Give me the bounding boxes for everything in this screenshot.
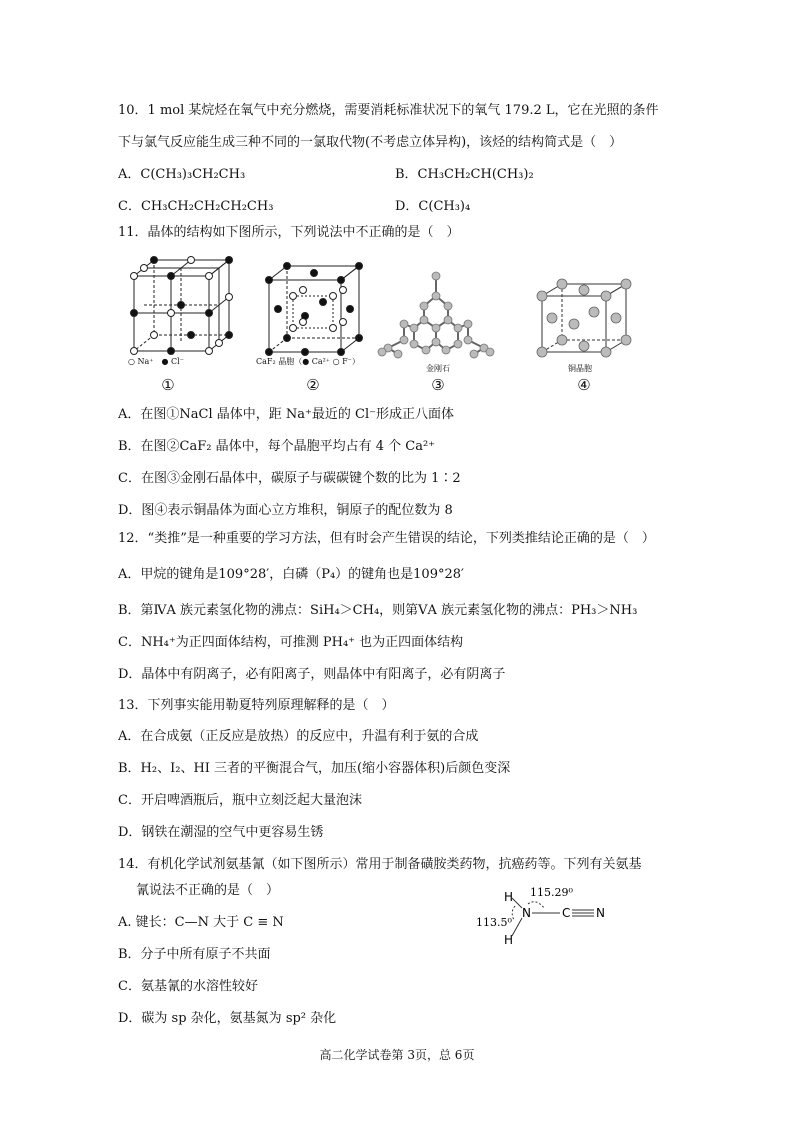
copper-label: 铜晶胞 <box>568 364 592 373</box>
q12-option-c: C．NH₄⁺为正四面体结构，可推测 PH₄⁺ 也为正四面体结构 <box>118 635 464 650</box>
figure-caption-4: ④ <box>577 376 591 394</box>
atom-n-nitrile: N <box>596 906 605 920</box>
figure-caption-1: ① <box>161 376 175 394</box>
q13-option-c: C．开启啤酒瓶后，瓶中立刻泛起大量泡沫 <box>118 793 362 808</box>
q11-option-c: C．在图③金刚石晶体中，碳原子与碳碳键个数的比为 1∶2 <box>118 471 461 486</box>
nacl-legend: ○ Na⁺ ● Cl⁻ <box>128 357 184 366</box>
q10-option-b: B．CH₃CH₂CH(CH₃)₂ <box>395 167 534 182</box>
cyanamide-structure-figure <box>470 884 620 950</box>
q14-option-a: A. 键长：C—N 大于 C ≡ N <box>118 915 284 930</box>
q12-option-d: D．晶体中有阴离子，必有阳离子，则晶体中有阳离子，必有阴离子 <box>118 667 506 682</box>
q10-option-d: D．C(CH₃)₄ <box>395 199 471 214</box>
q10-option-c: C．CH₃CH₂CH₂CH₂CH₃ <box>118 199 274 214</box>
q10-option-a: A．C(CH₃)₃CH₂CH₃ <box>118 167 246 182</box>
diamond-crystal-figure <box>376 268 496 360</box>
q13-stem: 13．下列事实能用勒夏特列原理解释的是（ ） <box>118 698 395 713</box>
q11-option-a: A．在图①NaCl 晶体中，距 Na⁺最近的 Cl⁻形成正八面体 <box>118 407 454 422</box>
q11-option-b: B．在图②CaF₂ 晶体中，每个晶胞平均占有 4 个 Ca²⁺ <box>118 439 436 454</box>
nacl-crystal-figure <box>124 254 234 369</box>
angle-label-2: 113.5⁰ <box>476 916 512 929</box>
q12-stem: 12．“类推”是一种重要的学习方法，但有时会产生错误的结论，下列类推结论正确的是（ ） <box>118 531 655 546</box>
angle-label-1: 115.29⁰ <box>530 886 573 899</box>
q11-option-d: D．图④表示铜晶体为面心立方堆积，铜原子的配位数为 8 <box>118 503 453 518</box>
q14-option-d: D．碳为 sp 杂化，氨基氮为 sp² 杂化 <box>118 1011 337 1026</box>
atom-n-amino: N <box>522 906 531 920</box>
q14-stem-line1: 14．有机化学试剂氨基氰（如下图所示）常用于制备磺胺类药物，抗癌药等。下列有关氨基 <box>118 857 642 872</box>
diamond-label: 金刚石 <box>426 364 450 373</box>
caf2-legend: CaF₂ 晶胞（● Ca²⁺ ○ F⁻） <box>256 357 360 366</box>
q10-stem-line1: 10．1 mol 某烷烃在氧气中充分燃烧，需要消耗标准状况下的氧气 179.2 L，它在光照的条件 <box>118 103 659 118</box>
figure-caption-2: ② <box>306 376 320 394</box>
atom-h-top: H <box>504 890 514 904</box>
figure-caption-3: ③ <box>431 376 445 394</box>
page-footer: 高二化学试卷第 3页，总 6页 <box>319 1048 475 1062</box>
q13-option-d: D．钢铁在潮湿的空气中更容易生锈 <box>118 825 324 840</box>
q14-option-b: B．分子中所有原子不共面 <box>118 947 271 962</box>
q12-option-b: B．第ⅣA 族元素氢化物的沸点：SiH₄＞CH₄，则第ⅤA 族元素氢化物的沸点：PH₃＞NH₃ <box>118 603 638 618</box>
q10-stem-line2: 下与氯气反应能生成三种不同的一氯取代物(不考虑立体异构)，该烃的结构简式是（ ） <box>118 135 623 150</box>
q13-option-b: B．H₂、I₂、HI 三者的平衡混合气，加压(缩小容器体积)后颜色变深 <box>118 761 511 776</box>
q12-option-a: A．甲烷的键角是109°28′，白磷（P₄）的键角也是109°28′ <box>118 567 464 582</box>
q14-stem-line2: 氰说法不正确的是（ ） <box>136 883 280 898</box>
caf2-crystal-figure <box>263 262 363 357</box>
q14-option-c: C．氨基氰的水溶性较好 <box>118 979 258 994</box>
q11-stem: 11．晶体的结构如下图所示，下列说法中不正确的是（ ） <box>118 225 460 240</box>
q13-option-a: A．在合成氨（正反应是放热）的反应中，升温有利于氨的合成 <box>118 729 479 744</box>
atom-h-bottom: H <box>504 933 514 947</box>
copper-crystal-figure <box>532 278 632 358</box>
atom-c: C <box>562 906 571 920</box>
